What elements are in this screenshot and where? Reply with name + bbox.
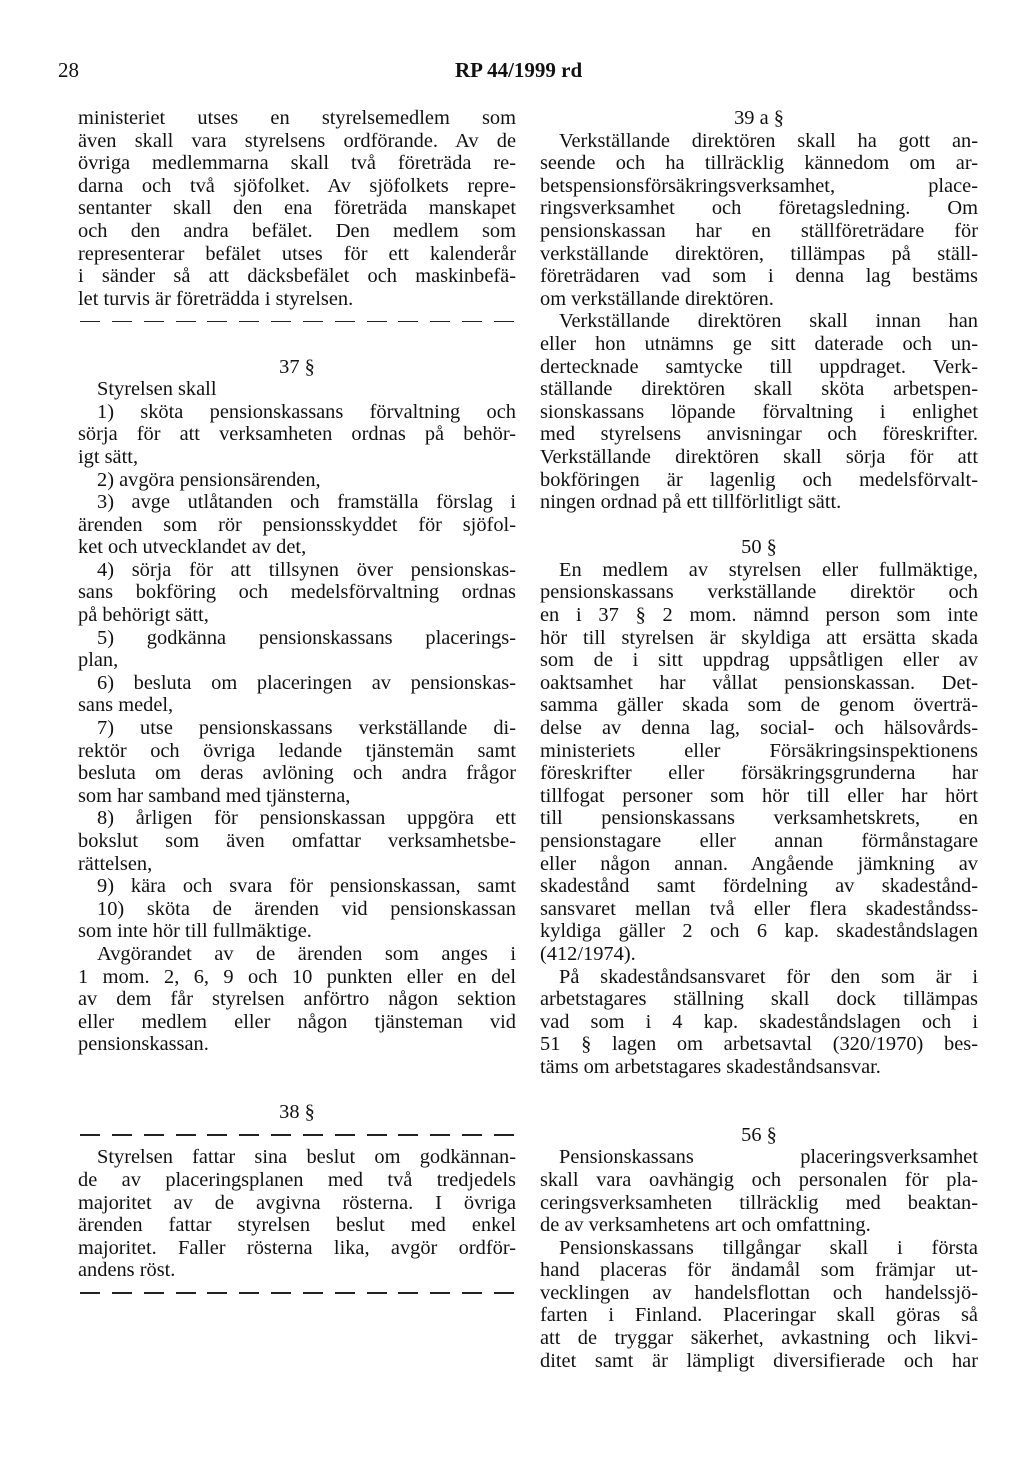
text-line: eller någon annan. Angående jämkning av — [540, 852, 978, 875]
text-line: skall vara oavhängig och personalen för pla- — [540, 1168, 978, 1191]
divider-dash — [462, 1292, 482, 1293]
text-line: ärenden som rör pensionsskyddet för sjöfol- — [78, 513, 516, 536]
text-line: rektör och övriga ledande tjänstemän samt — [78, 739, 516, 762]
text-line: darna och två sjöfolket. Av sjöfolkets repre- — [78, 174, 516, 197]
divider-dash — [271, 1134, 291, 1135]
text-line: hand placeras för ändamål som främjar ut- — [540, 1259, 978, 1282]
section-divider — [78, 1124, 516, 1147]
page-number: 28 — [58, 58, 79, 82]
document-title: RP 44/1999 rd — [455, 58, 583, 82]
text-line: sörja för att verksamheten ordnas på behör- — [78, 423, 516, 446]
divider-dash — [398, 1134, 418, 1135]
text-line: 3) avge utlåtanden och framställa förslag i — [97, 491, 516, 514]
text-line: de av verksamhetens art och omfattning. — [540, 1214, 871, 1237]
text-line: ärenden fattar styrelsen beslut med enkel — [78, 1214, 516, 1237]
text-line: andens röst. — [78, 1259, 176, 1282]
text-line: pensionstagare eller annan förmånstagare — [540, 830, 978, 852]
divider-dash — [239, 1134, 259, 1135]
divider-dash — [207, 321, 227, 322]
divider-dash — [176, 1134, 196, 1135]
text-line: samma gäller skada som de genom överträ- — [540, 694, 978, 717]
divider-dash — [494, 321, 514, 322]
section-heading: 37 § — [279, 355, 315, 378]
text-line: 5) godkänna pensionskassans placerings- — [97, 626, 516, 649]
section-heading: 50 § — [741, 536, 777, 559]
divider-dash — [176, 1292, 196, 1293]
text-line: 7) utse pensionskassans verkställande di- — [97, 717, 516, 740]
divider-dash — [112, 321, 132, 322]
text-line: bokföringen är lagenlig och medelsförvalt- — [540, 468, 978, 491]
text-line: föreskrifter eller försäkringsgrunderna har — [540, 762, 978, 785]
text-line: av dem får styrelsen anförtro någon sektion — [78, 988, 516, 1011]
divider-dash — [367, 1134, 387, 1135]
text-line: 4) sörja för att tillsynen över pensionskas- — [97, 558, 516, 581]
divider-dash — [207, 1134, 227, 1135]
text-line: majoritet av de avgivna rösterna. I övriga — [78, 1191, 516, 1214]
text-line: som har samband med tjänsterna, — [78, 784, 351, 807]
divider-dash — [271, 1292, 291, 1293]
text-line: som inte hör till fullmäktige. — [78, 920, 312, 943]
divider-dash — [112, 1292, 132, 1293]
text-line: En medlem av styrelsen eller fullmäktige, — [559, 558, 978, 581]
text-line: sionskassans löpande förvaltning i enlighet — [540, 400, 978, 423]
text-line: en i 37 § 2 mom. nämnd person som inte — [540, 604, 978, 627]
spacer — [540, 1101, 978, 1124]
section-divider — [78, 1282, 516, 1305]
text-line: rättelsen, — [78, 852, 153, 875]
text-line: oaktsamhet har vållat pensionskassan. Det- — [540, 671, 978, 694]
text-line: Pensionskassans tillgångar skall i första — [559, 1236, 978, 1259]
spacer — [540, 514, 978, 537]
text-line: igt sätt, — [78, 445, 139, 468]
divider-dash — [80, 321, 100, 322]
text-line: på behörigt sätt, — [78, 604, 209, 627]
section-heading: 39 a § — [734, 107, 784, 129]
divider-dash — [144, 1292, 164, 1293]
text-line: 1) sköta pensionskassans förvaltning och — [97, 400, 516, 423]
text-line: 9) kära och svara för pensionskassan, samt — [97, 875, 516, 898]
text-line: pensionskassan har en ställföreträdare för — [540, 219, 978, 242]
text-line: täms om arbetstagares skadeståndsansvar. — [540, 1055, 881, 1078]
text-line: let turvis är företrädda i styrelsen. — [78, 287, 354, 310]
text-line: sans medel, — [78, 694, 174, 717]
text-line: 8) årligen för pensionskassan uppgöra ett — [97, 807, 516, 830]
text-line: pensionskassans verkställande direktör och — [540, 581, 978, 604]
text-line: vecklingen av handelsflottan och handelssjö- — [540, 1281, 978, 1304]
divider-dash — [430, 1134, 450, 1135]
text-line: ringsverksamhet och företagsledning. Om — [540, 197, 978, 220]
divider-dash — [271, 321, 291, 322]
divider-dash — [303, 1134, 323, 1135]
divider-dash — [207, 1292, 227, 1293]
text-line: Verkställande direktören skall ha gott an- — [559, 129, 978, 152]
section-divider — [78, 310, 516, 333]
text-line: ket och utvecklandet av det, — [78, 536, 307, 559]
divider-dash — [494, 1292, 514, 1293]
divider-dash — [176, 321, 196, 322]
divider-dash — [398, 321, 418, 322]
text-line: (412/1974). — [540, 942, 636, 965]
text-line: i sänder så att däcksbefälet och maskinbefä- — [78, 265, 516, 288]
divider-dash — [462, 1134, 482, 1135]
divider-dash — [144, 1134, 164, 1135]
text-line: delse av denna lag, social- och hälsovårds- — [540, 717, 978, 740]
text-line: att de tryggar säkerhet, avkastning och likvi- — [540, 1327, 978, 1350]
text-line: 1 mom. 2, 6, 9 och 10 punkten eller en del — [78, 965, 516, 988]
text-line: om verkställande direktören. — [540, 287, 774, 310]
text-line: hör till styrelsen är skyldiga att ersätta skada — [540, 626, 978, 649]
left-column — [78, 107, 516, 1304]
text-line: Styrelsen skall — [97, 378, 217, 401]
divider-dash — [239, 1292, 259, 1293]
text-line: pensionskassan. — [78, 1033, 209, 1056]
text-line: eller medlem eller någon tjänsteman vid — [78, 1010, 516, 1033]
text-line: sansvaret mellan två eller flera skadeståndss- — [540, 897, 978, 920]
text-line: Verkställande direktören skall innan han — [559, 310, 978, 333]
divider-dash — [430, 321, 450, 322]
text-line: de av placeringsplanen med två tredjedels — [78, 1168, 516, 1191]
text-line: till pensionskassans verksamhetskrets, en — [540, 807, 978, 830]
divider-dash — [112, 1134, 132, 1135]
text-line: vad som i 4 kap. skadeståndslagen och i — [540, 1010, 978, 1033]
text-line: tillfogat personer som hör till eller har hört — [540, 784, 978, 807]
text-line: med styrelsens anvisningar och föreskrifter. — [540, 423, 978, 446]
text-line: 51 § lagen om arbetsavtal (320/1970) bes- — [540, 1033, 978, 1056]
section-heading: 38 § — [279, 1101, 315, 1124]
text-line: verkställande direktören, tillämpas på ställ- — [540, 242, 978, 265]
text-line: ditet samt är lämpligt diversifierade och har — [540, 1349, 978, 1372]
text-line: kyldiga gäller 2 och 6 kap. skadeståndslagen — [540, 920, 978, 943]
divider-dash — [462, 321, 482, 322]
text-line: skadestånd samt fördelning av skadestånd- — [540, 875, 978, 898]
divider-dash — [335, 1292, 355, 1293]
text-line: ministeriets eller Försäkringsinspektionens — [540, 739, 978, 762]
text-line: seende och ha tillräcklig kännedom om ar- — [540, 152, 978, 175]
divider-dash — [367, 321, 387, 322]
text-line: betspensionsförsäkringsverksamhet, place- — [540, 174, 978, 197]
divider-dash — [430, 1292, 450, 1293]
text-line: eller hon utnämns ge sitt daterade och un- — [540, 332, 978, 355]
text-line: övriga medlemmarna skall två företräda re- — [78, 152, 516, 175]
divider-dash — [398, 1292, 418, 1293]
text-line: ningen ordnad på ett tillförlitligt sätt. — [540, 491, 842, 514]
text-line: besluta om deras avlöning och andra frågor — [78, 762, 516, 785]
text-line: farten i Finland. Placeringar skall göras så — [540, 1304, 978, 1327]
text-line: majoritet. Faller rösterna lika, avgör ordför- — [78, 1236, 516, 1259]
divider-dash — [80, 1134, 100, 1135]
section-heading: 56 § — [741, 1123, 777, 1146]
text-line: På skadeståndsansvaret för den som är i — [559, 965, 978, 988]
divider-dash — [239, 321, 259, 322]
text-line: och den andra befälet. Den medlem som — [78, 219, 516, 242]
text-line: Verkställande direktören skall sörja för att — [540, 445, 978, 468]
text-line: som de i sitt uppdrag uppsåtligen eller av — [540, 649, 978, 672]
text-line: Avgörandet av de ärenden som anges i — [97, 942, 516, 965]
divider-dash — [303, 321, 323, 322]
text-line: 10) sköta de ärenden vid pensionskassan — [97, 897, 516, 920]
text-line: även skall vara styrelsens ordförande. Av de — [78, 129, 516, 152]
text-line: plan, — [78, 649, 119, 672]
spacer — [540, 1079, 978, 1102]
right-column — [540, 107, 978, 1372]
text-line: ministeriet utses en styrelsemedlem som — [78, 107, 516, 129]
text-line: Pensionskassans placeringsverksamhet — [559, 1146, 978, 1169]
divider-dash — [335, 321, 355, 322]
text-line: bokslut som även omfattar verksamhetsbe- — [78, 830, 516, 852]
divider-dash — [303, 1292, 323, 1293]
divider-dash — [144, 321, 164, 322]
text-line: ceringsverksamheten tillräcklig med beaktan- — [540, 1191, 978, 1214]
spacer — [78, 1056, 516, 1079]
text-line: 6) besluta om placeringen av pensionskas- — [97, 671, 516, 694]
spacer — [78, 1079, 516, 1102]
text-line: representerar befälet utses för ett kalenderår — [78, 242, 516, 265]
text-line: företrädaren vad som i denna lag bestäms — [540, 265, 978, 288]
spacer — [78, 333, 516, 356]
text-line: 2) avgöra pensionsärenden, — [97, 468, 321, 491]
text-line: sans bokföring och medelsförvaltning ordnas — [78, 581, 516, 604]
text-line: ställande direktören skall sköta arbetspen- — [540, 378, 978, 401]
divider-dash — [80, 1292, 100, 1293]
text-line: dertecknade samtycke till uppdraget. Verk- — [540, 355, 978, 378]
divider-dash — [494, 1134, 514, 1135]
text-line: arbetstagares ställning skall dock tillämpas — [540, 988, 978, 1011]
text-line: Styrelsen fattar sina beslut om godkännan- — [97, 1146, 516, 1169]
text-line: sentanter skall den ena företräda manskapet — [78, 197, 516, 220]
divider-dash — [367, 1292, 387, 1293]
divider-dash — [335, 1134, 355, 1135]
